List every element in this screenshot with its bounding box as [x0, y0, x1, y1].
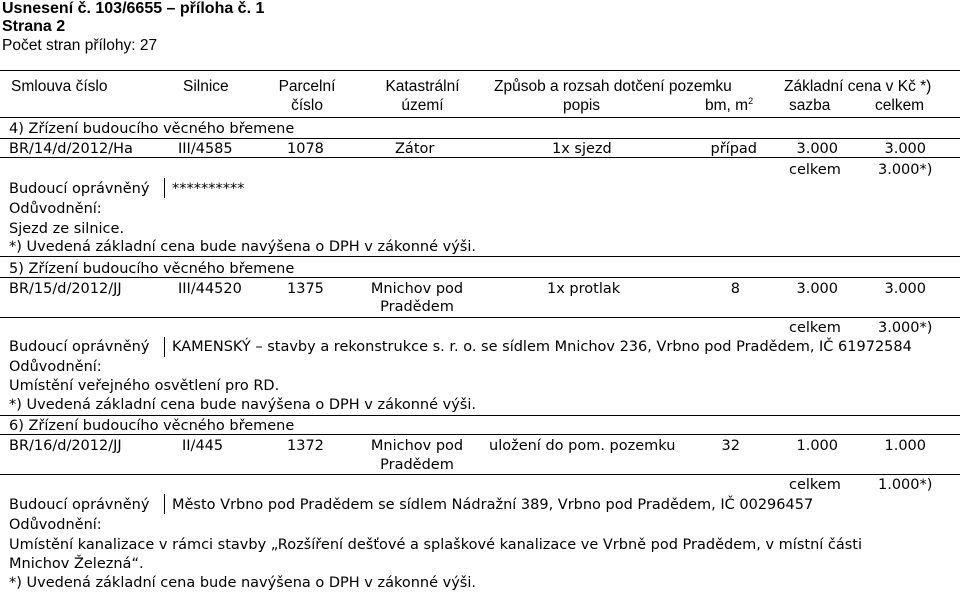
cadastral-area: Mnichov pod [370, 438, 464, 454]
section-rule [0, 415, 960, 416]
reason-label: Odůvodnění: [9, 359, 102, 375]
row-rule [0, 277, 960, 278]
reason-label: Odůvodnění: [9, 201, 102, 217]
cadastral-area-2: Pradědem [380, 299, 454, 315]
col-smlouva: Smlouva číslo [11, 78, 108, 95]
beneficiary-label: Budoucí oprávněný [9, 181, 150, 197]
total: 1.000 [884, 438, 926, 454]
beneficiary-divider [164, 494, 165, 514]
beneficiary: KAMENSKÝ – stavby a rekonstrukce s. r. o. se sídlem Mnichov 236, Vrbno pod Pradědem, IČ 61972584 [172, 339, 912, 355]
sum-label: celkem [789, 477, 841, 493]
sum-value: 1.000*) [878, 477, 933, 493]
description: uložení do pom. pozemku [489, 438, 676, 454]
row-rule [0, 434, 960, 435]
parcel-number: 1078 [287, 141, 324, 157]
page-number: Strana 2 [2, 18, 66, 35]
table-top-rule [0, 70, 960, 71]
col-popis: popis [563, 97, 601, 114]
description: 1x protlak [547, 281, 621, 297]
road: II/445 [182, 438, 224, 454]
reason-text: Umístění kanalizace v rámci stavby „Rozšíření dešťové a splaškové kanalizace ve Vrbně pod Pradědem, v místní části [9, 537, 863, 553]
road: III/4585 [178, 141, 233, 157]
rate: 3.000 [796, 141, 838, 157]
rate: 1.000 [796, 438, 838, 454]
beneficiary-label: Budoucí oprávněný [9, 339, 150, 355]
dph-note: *) Uvedená základní cena bude navýšena o DPH v zákonné výši. [9, 397, 476, 413]
col-celkem: celkem [875, 97, 925, 114]
page-count: Počet stran přílohy: 27 [2, 37, 158, 54]
bm-value: 8 [730, 281, 740, 297]
row-rule [0, 138, 960, 139]
table-header-rule [0, 117, 960, 118]
bm-value: 32 [721, 438, 740, 454]
beneficiary-label: Budoucí oprávněný [9, 497, 150, 513]
row-rule [0, 317, 960, 318]
sum-value: 3.000*) [878, 162, 933, 178]
reason-text-2: Mnichov Železná“. [9, 556, 144, 572]
contract-number: BR/16/d/2012/JJ [9, 438, 122, 454]
bm-value: případ [710, 141, 757, 157]
beneficiary-divider [164, 337, 165, 357]
dph-note: *) Uvedená základní cena bude navýšena o DPH v zákonné výši. [9, 575, 476, 591]
parcel-number: 1375 [287, 281, 324, 297]
col-katastralni: Katastrální [385, 78, 460, 95]
rate: 3.000 [796, 281, 838, 297]
col-zpusob: Způsob a rozsah dotčení pozemku [494, 78, 732, 95]
cadastral-area: Mnichov pod [370, 281, 464, 297]
dph-note: *) Uvedená základní cena bude navýšena o DPH v zákonné výši. [9, 239, 476, 255]
section-heading: 5) Zřízení budoucího věcného břemene [9, 261, 295, 277]
reason-label: Odůvodnění: [9, 517, 102, 533]
col-zakladni-cena: Základní cena v Kč *) [784, 78, 932, 95]
section-heading: 4) Zřízení budoucího věcného břemene [9, 121, 295, 137]
reason-text: Sjezd ze silnice. [9, 221, 125, 237]
total: 3.000 [884, 141, 926, 157]
parcel-number: 1372 [287, 438, 324, 454]
sum-label: celkem [789, 162, 841, 178]
cadastral-area-2: Pradědem [380, 457, 454, 473]
document-title: Usnesení č. 103/6655 – příloha č. 1 [2, 0, 265, 17]
contract-number: BR/14/d/2012/Ha [9, 141, 133, 157]
col-bm: bm, $m^2$ [705, 96, 754, 114]
description: 1x sjezd [552, 141, 612, 157]
cadastral-area: Zátor [395, 141, 435, 157]
row-rule [0, 157, 960, 158]
col-parcelni-2: číslo [291, 97, 323, 114]
sum-value: 3.000*) [878, 320, 933, 336]
col-katastralni-2: území [401, 97, 444, 114]
section-heading: 6) Zřízení budoucího věcného břemene [9, 418, 295, 434]
beneficiary: Město Vrbno pod Pradědem se sídlem Nádražní 389, Vrbno pod Pradědem, IČ 00296457 [172, 497, 814, 513]
contract-number: BR/15/d/2012/JJ [9, 281, 122, 297]
col-parcelni: Parcelní [278, 78, 336, 95]
reason-text: Umístění veřejného osvětlení pro RD. [9, 378, 280, 394]
beneficiary: ********** [172, 181, 245, 197]
total: 3.000 [884, 281, 926, 297]
beneficiary-divider [164, 178, 165, 198]
section-rule [0, 256, 960, 257]
col-silnice: Silnice [183, 78, 229, 95]
road: III/44520 [178, 281, 242, 297]
row-rule [0, 474, 960, 475]
sum-label: celkem [789, 320, 841, 336]
col-sazba: sazba [789, 97, 831, 114]
